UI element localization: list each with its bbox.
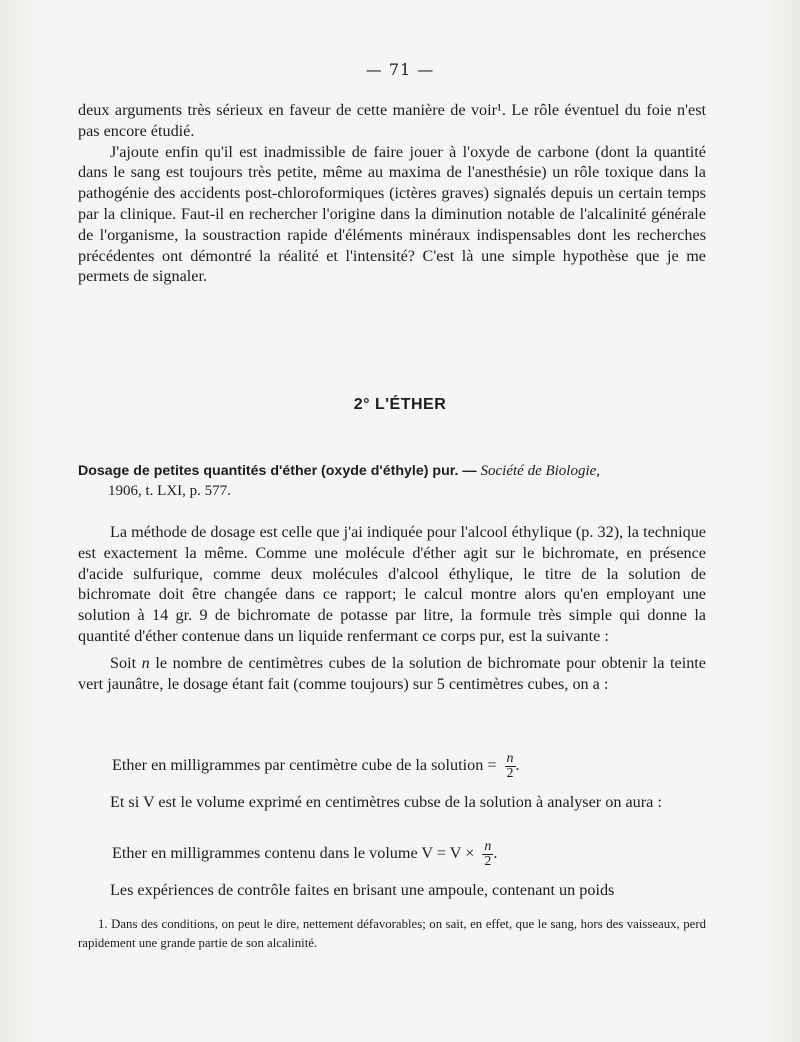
footnote — [78, 915, 706, 953]
paragraph-let-n — [78, 653, 706, 695]
page-number: — 71 — — [365, 60, 435, 79]
para4-rest: le nombre de centimètres cubes de la solution de bichromate pour obtenir la teinte vert jaunâtre, le dosage étant fait (comme toujours) sur 5 centimètres cubes, on a : — [78, 653, 706, 693]
reference-source: Société de Biologie, — [480, 463, 601, 479]
paragraph-carbon-monoxide: J'ajoute enfin qu'il est inadmissible de faire jouer à l'oxyde de carbone (dont la quantité dans le sang est toujours très petite, même au maxima de l'anesthésie) un rôle toxique dans la pathogénie des accidents post-chloroformiques (ictères graves) signalés depuis un certain temps par la clinique. Faut-il en rechercher l'origine dans la diminution notable de l'alcalinité générale de l'organisme, la soustraction rapide d'éléments minéraux indispensables dont les recherches précédentes ont démontré la réalité et l'intensité? C'est là une simple hypothèse que je me permets de signaler. — [78, 142, 706, 286]
fraction-denominator: 2 — [506, 766, 514, 781]
reference-title: Dosage de petites quantités d'éther (oxyde d'éthyle) pur. — [78, 463, 459, 479]
formula-2-text: Ether en milligrammes contenu dans le volume V = V × — [112, 844, 479, 863]
bibliographic-reference — [78, 461, 708, 501]
fraction-numerator: n — [506, 751, 514, 766]
formula-2-end: . — [493, 844, 498, 863]
fraction-numerator: n — [484, 839, 492, 854]
body-top — [78, 100, 706, 287]
reference-dash: — — [458, 463, 481, 479]
para4-start: Soit — [110, 653, 142, 672]
body-method — [78, 522, 706, 694]
fraction-n-over-2 — [505, 752, 516, 781]
paragraph-continued: deux arguments très sérieux en faveur de cette manière de voir¹. Le rôle éventuel du foie n'est pas encore étudié. — [78, 101, 706, 140]
paragraph-control-experiments: Les expériences de contrôle faites en brisant une ampoule, contenant un poids — [110, 881, 615, 899]
formula-1-text: Ether en milligrammes par centimètre cube de la solution = — [112, 756, 501, 775]
paragraph-volume: Et si V est le volume exprimé en centimètres cubse de la solution à analyser on aura : — [110, 793, 662, 811]
variable-n: n — [141, 653, 150, 672]
fraction-n-over-2 — [482, 840, 493, 869]
formula-1-end: . — [515, 756, 520, 775]
body-volume — [78, 792, 706, 813]
reference-details: 1906, t. LXI, p. 577. — [108, 483, 231, 499]
paragraph-method: La méthode de dosage est celle que j'ai indiquée pour l'alcool éthylique (p. 32), la technique est exactement la même. Comme une molécule d'éther agit sur le bichromate, en présence d'acide sulfurique, comme deux molécules d'alcool éthylique, le titre de la solution de bichromate doit être changée dans ce rapport; le calcul montre alors qu'en employant une solution à 14 gr. 9 de bichromate de potasse par litre, la formule très simple qui donne la quantité d'éther contenue dans un liquide renfermant ce corps pur, est la suivante : — [78, 523, 706, 645]
section-heading: 2° L'ÉTHER — [353, 396, 447, 413]
footnote-text: 1. Dans des conditions, on peut le dire, nettement défavorables; on sait, en effet, que le sang, hors des vaisseaux, perd rapidement une grande partie de son alcalinité. — [78, 917, 706, 950]
body-control — [78, 880, 706, 901]
fraction-denominator: 2 — [484, 854, 492, 869]
